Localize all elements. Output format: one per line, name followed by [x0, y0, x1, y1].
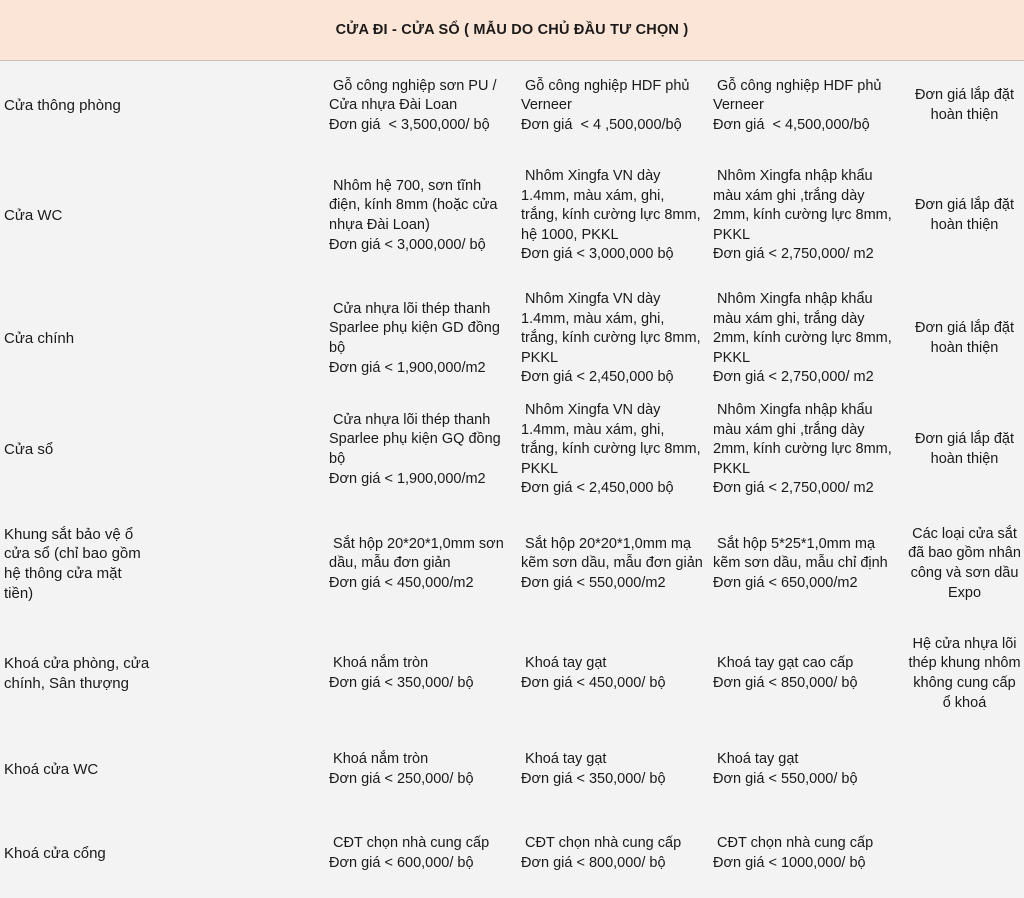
row-label-cell: [4, 628, 164, 720]
option-2-cell: [521, 628, 709, 720]
table-row: [0, 740, 1024, 800]
option-1-cell: [329, 394, 514, 506]
row-label: Cửa thông phòng: [4, 97, 121, 115]
note-cell: [905, 518, 1024, 610]
table-row: [0, 628, 1024, 720]
option-1-cell: [329, 64, 514, 148]
option-1-cell: [329, 518, 514, 610]
option-3-text: Sắt hộp 5*25*1,0mm mạ kẽm sơn dầu, mẫu chỉ định Đơn giá < 650,000/m2: [713, 535, 888, 591]
option-3-text: Gỗ công nghiệp HDF phủ Verneer Đơn giá < 4,500,000/bộ: [713, 77, 882, 133]
row-label-cell: [4, 160, 164, 272]
option-3-cell: [713, 283, 901, 395]
table-row: [0, 64, 1024, 148]
option-1-text: Khoá nắm tròn Đơn giá < 250,000/ bộ: [329, 751, 474, 787]
option-3-cell: [713, 64, 901, 148]
table-row: [0, 394, 1024, 506]
note-cell: [905, 740, 1024, 800]
table-row: [0, 160, 1024, 272]
note-cell: [905, 824, 1024, 884]
option-2-text: Nhôm Xingfa VN dày 1.4mm, màu xám, ghi, trắng, kính cường lực 8mm, hệ 1000, PKKL Đơn giá < 3,000,000 bộ: [521, 168, 701, 263]
option-3-text: Khoá tay gạt cao cấp Đơn giá < 850,000/ bộ: [713, 655, 858, 691]
option-2-text: Nhôm Xingfa VN dày 1.4mm, màu xám, ghi, trắng, kính cường lực 8mm, PKKL Đơn giá < 2,450,000 bộ: [521, 402, 701, 497]
option-2-cell: [521, 64, 709, 148]
option-2-cell: [521, 160, 709, 272]
row-label-cell: [4, 64, 164, 148]
option-3-text: Nhôm Xingfa nhập khẩu màu xám ghi, trắng dày 2mm, kính cường lực 8mm, PKKL Đơn giá < 2,750,000/ m2: [713, 291, 892, 386]
option-3-cell: [713, 394, 901, 506]
note-text: Các loại cửa sắt đã bao gồm nhân công và sơn dầu Expo: [908, 525, 1021, 601]
option-3-text: Nhôm Xingfa nhập khẩu màu xám ghi ,trắng dày 2mm, kính cường lực 8mm, PKKL Đơn giá < 2,750,000/ m2: [713, 402, 892, 497]
option-1-cell: [329, 740, 514, 800]
row-label-cell: [4, 824, 164, 884]
row-label: Khung sắt bảo vệ ổ cửa sổ (chỉ bao gồm hệ thông cửa mặt tiền): [4, 525, 141, 602]
option-2-text: CĐT chọn nhà cung cấp Đơn giá < 800,000/ bộ: [521, 835, 682, 871]
row-label: Cửa WC: [4, 207, 63, 225]
row-label: Khoá cửa WC: [4, 761, 99, 779]
option-2-text: Sắt hộp 20*20*1,0mm mạ kẽm sơn dầu, mẫu đơn giản Đơn giá < 550,000/m2: [521, 535, 703, 591]
note-cell: [905, 394, 1024, 506]
option-2-cell: [521, 740, 709, 800]
row-label: Cửa sổ: [4, 441, 54, 459]
note-text: Đơn giá lắp đặt hoàn thiện: [915, 431, 1014, 467]
option-1-text: Khoá nắm tròn Đơn giá < 350,000/ bộ: [329, 655, 474, 691]
option-2-text: Khoá tay gạt Đơn giá < 350,000/ bộ: [521, 751, 666, 787]
note-text: Đơn giá lắp đặt hoàn thiện: [915, 320, 1014, 356]
option-2-text: Gỗ công nghiệp HDF phủ Verneer Đơn giá < 4 ,500,000/bộ: [521, 77, 690, 133]
note-cell: [905, 283, 1024, 395]
option-2-cell: [521, 394, 709, 506]
row-label-cell: [4, 394, 164, 506]
option-3-cell: [713, 740, 901, 800]
option-3-text: Khoá tay gạt Đơn giá < 550,000/ bộ: [713, 751, 858, 787]
sheet-header: [0, 0, 1024, 61]
option-1-text: Cửa nhựa lõi thép thanh Sparlee phụ kiện GQ đồng bộ Đơn giá < 1,900,000/m2: [329, 411, 501, 487]
option-2-cell: [521, 824, 709, 884]
option-2-cell: [521, 518, 709, 610]
row-label: Khoá cửa cổng: [4, 845, 106, 863]
row-label-cell: [4, 740, 164, 800]
option-1-text: Gỗ công nghiệp sơn PU / Cửa nhựa Đài Loan Đơn giá < 3,500,000/ bộ: [329, 77, 497, 133]
option-3-cell: [713, 628, 901, 720]
note-cell: [905, 628, 1024, 720]
note-text: Đơn giá lắp đặt hoàn thiện: [915, 197, 1014, 233]
table-row: [0, 824, 1024, 884]
row-label-cell: [4, 518, 164, 610]
option-1-text: Sắt hộp 20*20*1,0mm sơn dầu, mẫu đơn giản Đơn giá < 450,000/m2: [329, 535, 504, 591]
option-1-cell: [329, 160, 514, 272]
option-1-text: Nhôm hệ 700, sơn tĩnh điện, kính 8mm (hoặc cửa nhựa Đài Loan) Đơn giá < 3,000,000/ bộ: [329, 177, 498, 253]
row-label-cell: [4, 283, 164, 395]
row-label: Cửa chính: [4, 330, 75, 348]
note-cell: [905, 160, 1024, 272]
option-1-text: Cửa nhựa lõi thép thanh Sparlee phụ kiện GD đồng bộ Đơn giá < 1,900,000/m2: [329, 300, 500, 376]
sheet-title: CỬA ĐI - CỬA SỔ ( MẪU DO CHỦ ĐẦU TƯ CHỌN ): [335, 22, 689, 38]
option-1-text: CĐT chọn nhà cung cấp Đơn giá < 600,000/ bộ: [329, 835, 490, 871]
option-3-text: CĐT chọn nhà cung cấp Đơn giá < 1000,000/ bộ: [713, 835, 874, 871]
option-1-cell: [329, 283, 514, 395]
option-3-cell: [713, 160, 901, 272]
option-3-text: Nhôm Xingfa nhập khẩu màu xám ghi ,trắng dày 2mm, kính cường lực 8mm, PKKL Đơn giá < 2,750,000/ m2: [713, 168, 892, 263]
option-1-cell: [329, 628, 514, 720]
note-text: Hệ cửa nhựa lõi thép khung nhôm không cung cấp ổ khoá: [908, 635, 1021, 711]
option-2-cell: [521, 283, 709, 395]
table-row: [0, 283, 1024, 395]
option-3-cell: [713, 824, 901, 884]
row-label: Khoá cửa phòng, cửa chính, Sân thượng: [4, 655, 150, 692]
note-text: Đơn giá lắp đặt hoàn thiện: [915, 87, 1014, 123]
option-3-cell: [713, 518, 901, 610]
option-2-text: Khoá tay gạt Đơn giá < 450,000/ bộ: [521, 655, 666, 691]
option-2-text: Nhôm Xingfa VN dày 1.4mm, màu xám, ghi, trắng, kính cường lực 8mm, PKKL Đơn giá < 2,450,000 bộ: [521, 291, 701, 386]
note-cell: [905, 64, 1024, 148]
option-1-cell: [329, 824, 514, 884]
table-row: [0, 518, 1024, 610]
